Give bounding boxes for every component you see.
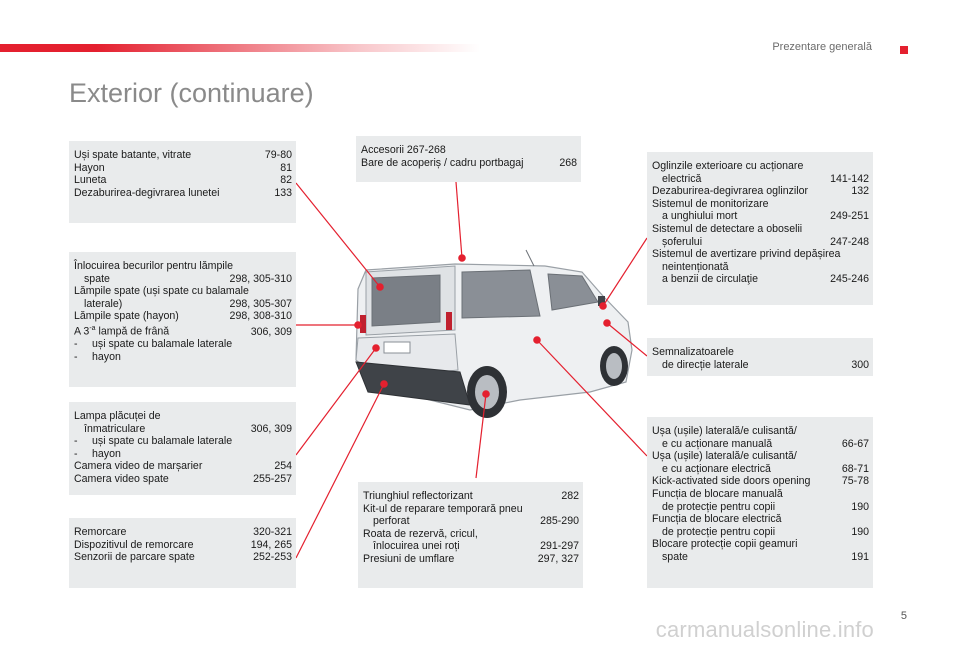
box-safety-kit xyxy=(358,482,583,588)
list-item: electrică 141-142 xyxy=(662,172,869,185)
page-number: 5 xyxy=(900,610,907,622)
list-item: - hayon xyxy=(74,447,121,460)
list-item: Kit-ul de reparare temporară pneu xyxy=(363,502,523,515)
box-towing xyxy=(69,518,296,588)
list-item: Camera video spate 255-257 xyxy=(74,472,292,485)
list-item: Ușa (ușile) laterală/e culisantă/ xyxy=(652,425,797,437)
list-item: Accesorii 267-268 xyxy=(361,144,446,156)
list-item: Blocare protecție copii geamuri xyxy=(652,538,798,551)
list-item: Semnalizatoarele xyxy=(652,346,734,358)
list-item: Dezaburirea-degivrarea lunetei 133 xyxy=(74,186,292,199)
list-item: laterale) 298, 305-307 xyxy=(84,297,292,310)
list-item: înlocuirea unei roți 291-297 xyxy=(373,540,579,553)
list-item: - uși spate cu balamale laterale xyxy=(74,338,233,351)
list-item: Triunghiul reflectorizant 282 xyxy=(363,490,579,502)
list-item: Oglinzile exterioare cu acționare xyxy=(652,160,804,172)
list-item: Luneta 82 xyxy=(74,174,292,187)
box-mirrors xyxy=(647,152,873,305)
list-item: Camera video de marșarier 254 xyxy=(74,460,292,473)
list-item: Sistemul de detectare a oboselii xyxy=(652,222,803,235)
list-item: spate 191 xyxy=(662,550,869,563)
list-item: Dispozitivul de remorcare 194, 265 xyxy=(74,538,292,551)
list-item: Sistemul de avertizare privind depășirea xyxy=(652,248,841,261)
list-item: de direcție laterale 300 xyxy=(662,358,869,371)
box-sliding-doors xyxy=(647,417,873,588)
box-rear-doors xyxy=(69,141,296,223)
list-item: e cu acționare electrică 68-71 xyxy=(662,462,869,475)
page-title: Exterior (continuare) xyxy=(69,78,314,108)
list-item: spate 298, 305-310 xyxy=(84,272,292,285)
list-item: Roata de rezervă, cricul, xyxy=(363,527,478,540)
list-item: de protecție pentru copii 190 xyxy=(662,525,869,538)
list-item: Senzorii de parcare spate 252-253 xyxy=(74,551,292,564)
list-item: Funcția de blocare manuală xyxy=(652,487,783,500)
list-item: a unghiului mort 249-251 xyxy=(662,210,869,223)
list-item: înmatriculare 306, 309 xyxy=(84,422,292,435)
list-item: Lămpile spate (hayon) 298, 308-310 xyxy=(74,310,292,323)
list-item: de protecție pentru copii 190 xyxy=(662,500,869,513)
list-item: perforat 285-290 xyxy=(373,515,579,528)
list-item: Remorcare 320-321 xyxy=(74,526,292,538)
box-turn-indicators xyxy=(647,338,873,376)
list-item: Bare de acoperiș / cadru portbagaj 268 xyxy=(361,156,577,169)
list-item: Înlocuirea becurilor pentru lămpile xyxy=(74,260,233,272)
list-item: Presiuni de umflare 297, 327 xyxy=(363,552,579,565)
box-roof xyxy=(356,136,581,182)
list-item: Dezaburirea-degivrarea oglinzilor 132 xyxy=(652,185,869,198)
list-item: Lămpile spate (uși spate cu balamale xyxy=(74,285,249,298)
list-item: A $3^{-a}$ lampă de frână 306, 309 xyxy=(74,324,292,338)
watermark: carmanualsonline.info xyxy=(655,617,874,642)
list-item: Sistemul de monitorizare xyxy=(652,197,769,210)
box-rear-lamps xyxy=(69,252,296,387)
list-item: neintenționată xyxy=(662,260,729,273)
section-name: Prezentare generală xyxy=(772,41,872,53)
list-item: Kick-activated side doors opening 75-78 xyxy=(652,475,869,488)
list-item: a benzii de circulaţie 245-246 xyxy=(662,273,869,286)
list-item: e cu acționare manuală 66-67 xyxy=(662,437,869,450)
list-item: - hayon xyxy=(74,350,121,363)
van-drawing xyxy=(356,250,632,418)
list-item: Hayon 81 xyxy=(74,161,292,174)
list-item: Uși spate batante, vitrate 79-80 xyxy=(74,149,292,161)
box-plate-cameras xyxy=(69,402,296,495)
list-item: șoferului 247-248 xyxy=(662,235,869,248)
list-item: - uși spate cu balamale laterale xyxy=(74,435,233,448)
list-item: Lampa plăcuței de xyxy=(74,410,161,422)
list-item: Ușa (ușile) laterală/e culisantă/ xyxy=(652,450,797,463)
list-item: Funcția de blocare electrică xyxy=(652,513,782,526)
